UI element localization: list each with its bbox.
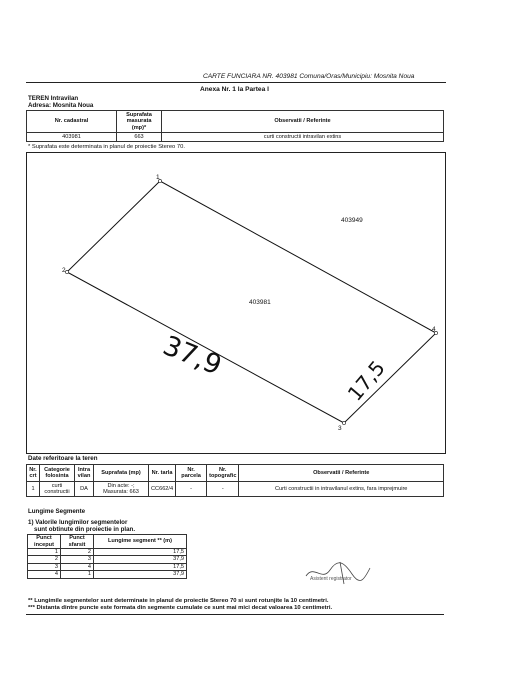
col-tarla: Nr. tarla — [149, 465, 176, 482]
cell-suprafata-mp — [94, 482, 149, 497]
date-referitoare-table — [26, 464, 444, 497]
col-intravilan: Intra vilan — [75, 465, 94, 482]
point-label-1: 1 — [156, 174, 160, 181]
col-lungime: Lungime segment ** (m) — [94, 535, 187, 549]
col-nr-cadastral: Nr. cadastral — [27, 111, 117, 133]
teren-footnote: * Suprafata este determinata in planul de proiectie Stereo 70. — [28, 144, 185, 150]
col-suprafata: Suprafata masurata (mp)* — [117, 111, 162, 133]
cell-length: 17,5 — [94, 563, 187, 570]
cell-length: 37,9 — [94, 556, 187, 563]
note-distanta: *** Distanta dintre puncte este formata din segmente cumulate ce sunt mai mici decat valoarea 10 centimetri. — [28, 605, 333, 611]
cell-start: 1 — [28, 549, 61, 556]
cell-end: 3 — [61, 556, 94, 563]
cell-end: 2 — [61, 549, 94, 556]
cell-length: 37,9 — [94, 571, 187, 578]
table-row — [28, 563, 187, 570]
col-observatii: Observatii / Referinte — [162, 111, 444, 133]
teren-title: TEREN Intravilan — [28, 95, 79, 102]
segmente-table — [27, 534, 187, 579]
segmente-title: Lungime Segmente — [28, 508, 86, 515]
col-suprafata-mp: Suprafata (mp) — [94, 465, 149, 482]
point-label-2: 2 — [62, 267, 66, 274]
date-referitoare-title: Date referitoare la teren — [28, 455, 98, 462]
cell-observatii: curti constructii intravilan extins — [162, 133, 444, 142]
cell-length: 17,5 — [94, 549, 187, 556]
cell-end: 1 — [61, 571, 94, 578]
notes-divider — [26, 614, 444, 615]
parcel-id-label: 403981 — [249, 299, 271, 306]
note-lungimi: ** Lungimile segmentelor sunt determinate in planul de proiectie Stereo 70 si sunt rotunjite la 10 centimetri. — [28, 598, 329, 604]
neighbor-id-label: 403949 — [341, 217, 363, 224]
cell-suprafata: 663 — [117, 133, 162, 142]
cell-nr-crt: 1 — [27, 482, 40, 497]
teren-adresa: Adresa: Mosnita Noua — [28, 102, 94, 109]
cell-tarla: CC662/4 — [149, 482, 176, 497]
point-marker — [342, 421, 345, 424]
table-row — [28, 571, 187, 578]
point-label-4: 4 — [432, 326, 436, 333]
col-topografic: Nr. topografic — [207, 465, 239, 482]
cell-start: 2 — [28, 556, 61, 563]
cell-intravilan: DA — [75, 482, 94, 497]
col-nr-crt: Nr. crt — [27, 465, 40, 482]
segmente-subtitle-2: sunt obtinute din proiectie in plan. — [34, 526, 136, 533]
table-row — [28, 549, 187, 556]
anexa-title: Anexa Nr. 1 la Partea I — [200, 86, 269, 93]
cell-end: 4 — [61, 563, 94, 570]
cell-categorie: curti constructii — [40, 482, 75, 497]
col-observatii-ref: Observatii / Referinte — [239, 465, 444, 482]
suprafata-masurata: Masurata: 663 — [103, 489, 139, 495]
point-label-3: 3 — [338, 425, 342, 432]
table-row — [28, 556, 187, 563]
segmente-subtitle-1: 1) Valorile lungimilor segmentelor — [28, 519, 128, 526]
cell-observatii-ref: Curti constructii in intravilanul extins, fara imprejmuire — [239, 482, 444, 497]
cell-start: 3 — [28, 563, 61, 570]
cell-topografic: - — [207, 482, 239, 497]
col-categorie: Categorie folosinta — [40, 465, 75, 482]
handwritten-length-379: 37,9 — [158, 330, 226, 382]
cell-parcela: - — [176, 482, 207, 497]
col-parcela: Nr. parcela — [176, 465, 207, 482]
cell-start: 4 — [28, 571, 61, 578]
carte-funciara-header: CARTE FUNCIARA NR. 403981 Comuna/Oras/Municipiu: Mosnita Noua — [203, 73, 415, 80]
suprafata-din-acte: Din acte: -; — [107, 482, 135, 489]
handwritten-length-175: 17,5 — [342, 355, 390, 406]
col-punct-inceput: Punct inceput — [28, 535, 61, 549]
cell-nr-cadastral: 403981 — [27, 133, 117, 142]
col-punct-sfarsit: Punct sfarsit — [61, 535, 94, 549]
signature-text: Asistent registrator — [310, 576, 352, 582]
point-marker — [65, 270, 68, 273]
